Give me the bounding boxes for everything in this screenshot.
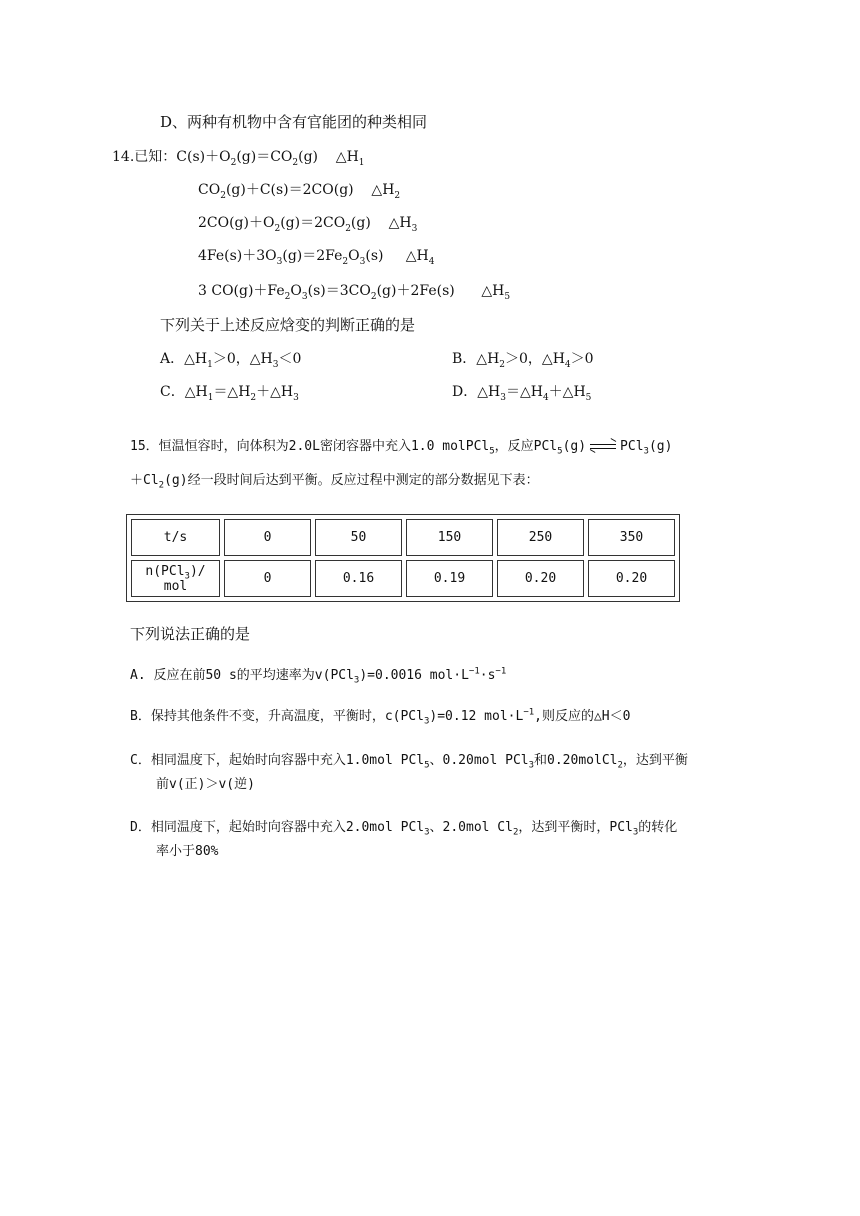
table-header-cell: 50: [315, 519, 402, 556]
q15-stem-line1: 15．恒温恒容时，向体积为2.0L密闭容器中充入1.0 molPCl$_5$，反应PCl$_5$(g) PCl$_3$(g): [130, 439, 673, 457]
q15-option-b: B．保持其他条件不变，升高温度，平衡时，c(PCl$_3$)=0.12 $mol\cdot L^{-1}$,则反应的△H＜0: [130, 707, 631, 727]
q15-option-c-line1: C．相同温度下，起始时向容器中充入1.0mol PCl$_5$、0.20mol PCl$_3$和0.20molCl$_2$，达到平衡: [130, 753, 688, 771]
table-cell: 0.19: [406, 560, 493, 597]
q14-question: 下列关于上述反应焓变的判断正确的是: [160, 316, 416, 334]
table-header-cell: 0: [224, 519, 311, 556]
q15-option-d-line1: D．相同温度下，起始时向容器中充入2.0mol PCl$_3$、2.0mol $Cl_2$，达到平衡时，PCl$_3$的转化: [130, 820, 678, 838]
table-header-cell: 150: [406, 519, 493, 556]
table-row: [131, 560, 675, 597]
q14-eq5: 3 $CO(g)+Fe_2O_3(s)=3CO_2(g)+2Fe(s)$ $\triangle H_5$: [198, 283, 511, 302]
table-row-label: n(PCl$_3$)/ mol: [131, 560, 220, 597]
q14-eq3: $2CO(g)+O_2(g)=2CO_2(g)$ $\triangle H_3$: [198, 215, 418, 234]
data-table: [126, 514, 680, 602]
table-header-cell: 350: [588, 519, 675, 556]
q13-option-d: D、两种有机物中含有官能团的种类相同: [160, 113, 428, 131]
table-header-row: [131, 519, 675, 556]
q15-question: 下列说法正确的是: [130, 625, 251, 643]
table-header-cell: 250: [497, 519, 584, 556]
table-header-cell: t/s: [131, 519, 220, 556]
q14-eq1: 14.已知：$C(s)+O_2(g)=CO_2(g)$ $\triangle H_1$: [112, 149, 365, 168]
q15-option-a: A. 反应在前50 s的平均速率为v(PCl$_3$)=0.0016 $mol\cdot L^{-1}\cdot s^{-1}$: [130, 666, 507, 686]
q14-option-d: D．$\triangle H_3=\triangle H_4+\triangle H_5$: [452, 384, 592, 403]
q14-option-b: B．$\triangle H_2>0$，$\triangle H_4>0$: [452, 351, 594, 370]
q14-option-a: A．$\triangle H_1>0$，$\triangle H_3<0$: [160, 351, 302, 370]
table-cell: 0.20: [588, 560, 675, 597]
equilibrium-arrow-icon: [590, 442, 616, 452]
table-cell: 0.20: [497, 560, 584, 597]
q14-eq2: $CO_2(g)+C(s)=2CO(g)$ $\triangle H_2$: [198, 182, 401, 201]
q14-eq4: $4Fe(s)+3O_3(g)=2Fe_2O_3(s)$ $\triangle H_4$: [198, 248, 435, 267]
table-cell: 0: [224, 560, 311, 597]
q15-option-d-line2: 率小于80%: [156, 844, 219, 859]
q14-option-c: C．$\triangle H_1=\triangle H_2+\triangle H_3$: [160, 384, 299, 403]
q15-option-c-line2: 前v(正)＞v(逆): [156, 777, 255, 792]
table-cell: 0.16: [315, 560, 402, 597]
q15-stem-line2: $+Cl_2(g)$经一段时间后达到平衡。反应过程中测定的部分数据见下表：: [130, 473, 539, 491]
